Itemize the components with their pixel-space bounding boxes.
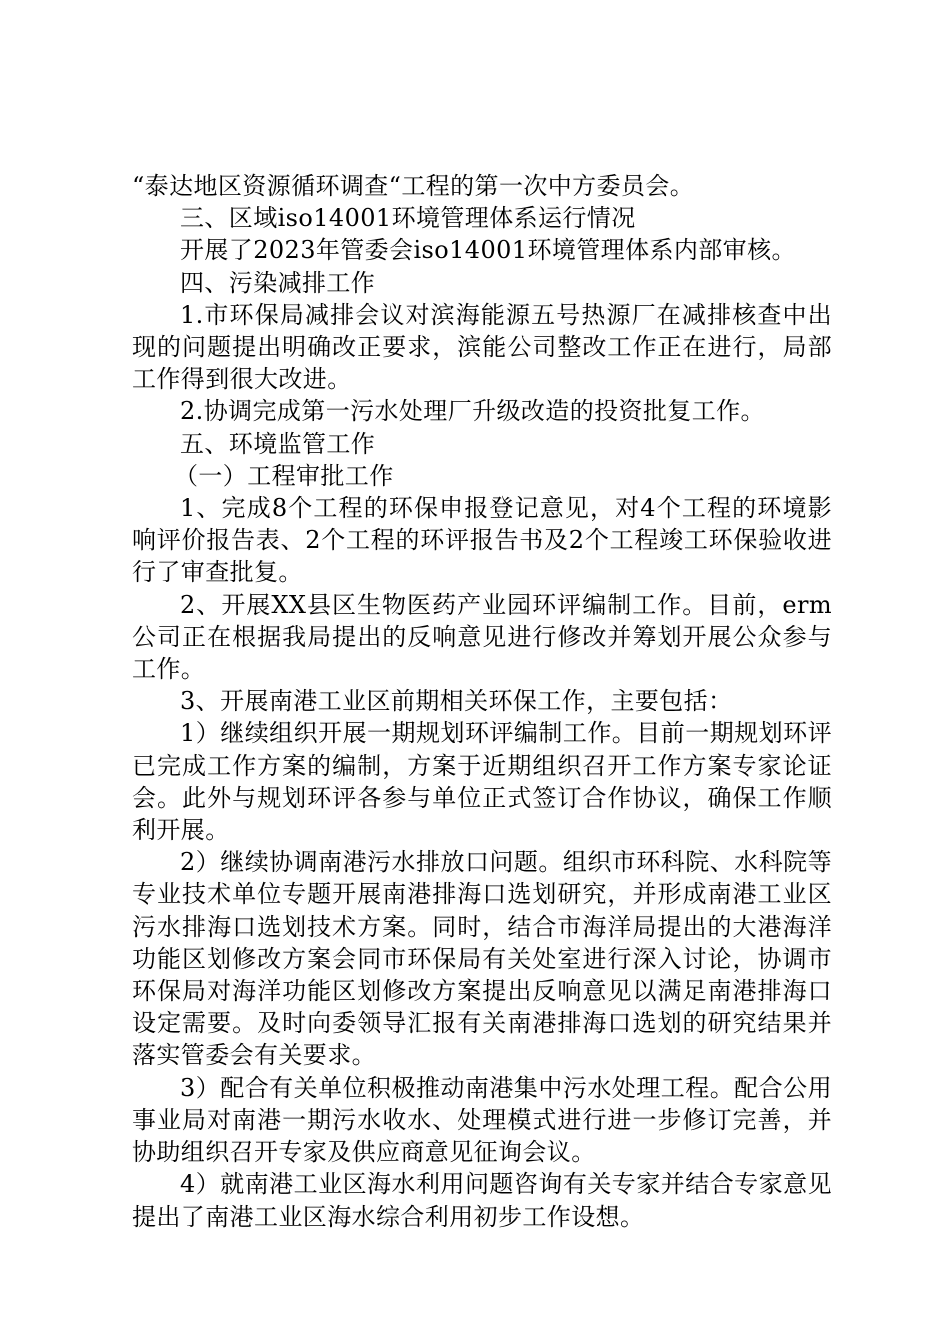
paragraph-approval-3: 3、开展南港工业区前期相关环保工作，主要包括： <box>180 687 733 716</box>
paragraph-item-3: 3）配合有关单位积极推动南港集中污水处理工程。配合公用事业局对南港一期污水收水、处理模式进行进一步修订完善，并协助组织召开专家及供应商意见征询会议。 <box>132 1073 832 1167</box>
section-heading-3: 三、区域iso14001环境管理体系运行情况 <box>180 204 636 233</box>
section-heading-5: 五、环境监管工作 <box>180 429 376 458</box>
paragraph-iso-audit: 开展了2023年管委会iso14001环境管理体系内部审核。 <box>180 236 796 265</box>
paragraph-item-1: 1）继续组织开展一期规划环评编制工作。目前一期规划环评已完成工作方案的编制，方案于近期组织召开工作方案专家论证会。此外与规划环评各参与单位正式签订合作协议，确保工作顺利开展。 <box>132 719 832 845</box>
paragraph-continuation: “泰达地区资源循环调查“工程的第一次中方委员会。 <box>132 172 695 200</box>
section-heading-4: 四、污染减排工作 <box>180 268 376 297</box>
paragraph-approval-2: 2、开展XX县区生物医药产业园环评编制工作。目前，erm公司正在根据我局提出的反响意见进行修改并筹划开展公众参与工作。 <box>132 590 832 684</box>
paragraph-item-4: 4）就南港工业区海水利用问题咨询有关专家并结合专家意见提出了南港工业区海水综合利用初步工作设想。 <box>132 1170 832 1231</box>
paragraph-emission-2: 2.协调完成第一污水处理厂升级改造的投资批复工作。 <box>180 397 765 426</box>
subsection-heading-approval: （一）工程审批工作 <box>174 461 394 490</box>
document-body <box>132 170 832 1233</box>
paragraph-emission-1: 1.市环保局减排会议对滨海能源五号热源厂在减排核查中出现的问题提出明确改正要求，滨能公司整改工作正在进行，局部工作得到很大改进。 <box>132 300 832 394</box>
paragraph-approval-1: 1、完成8个工程的环保申报登记意见，对4个工程的环境影响评价报告表、2个工程的环评报告书及2个工程竣工环保验收进行了审查批复。 <box>132 494 832 587</box>
paragraph-item-2: 2）继续协调南港污水排放口问题。组织市环科院、水科院等专业技术单位专题开展南港排海口选划研究，并形成南港工业区污水排海口选划技术方案。同时，结合市海洋局提出的大港海洋功能区划修改方案会同市环保局有关处室进行深入讨论，协调市环保局对海洋功能区划修改方案提出反响意见以满足南港排海口设定需要。及时向委领导汇报有关南港排海口选划的研究结果并落实管委会有关要求。 <box>132 848 832 1070</box>
